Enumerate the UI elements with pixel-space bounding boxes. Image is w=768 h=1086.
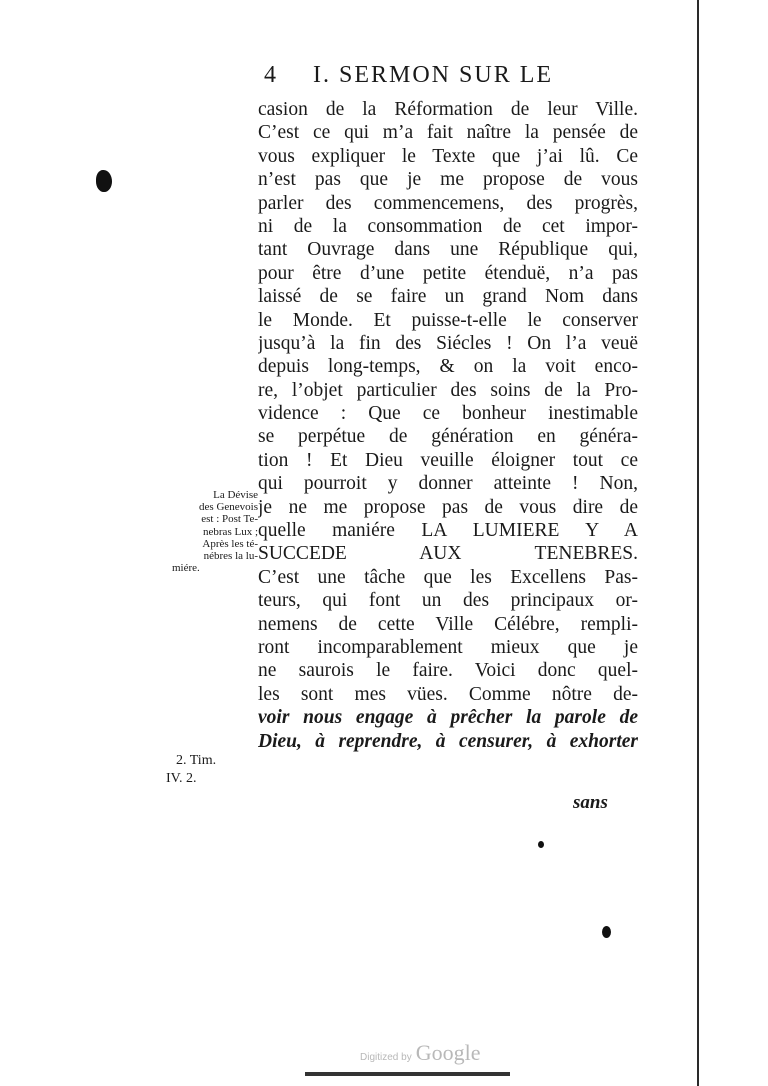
text-line: je ne me propose pas de vous dire de	[258, 496, 638, 518]
text-line: tion ! Et Dieu veuille éloigner tout ce	[258, 449, 638, 471]
text-line: voir nous engage à prêcher la parole de	[258, 707, 638, 729]
text-line: ni de la consommation de cet impor-	[258, 215, 638, 237]
margin-note-line: nébres la lu-	[203, 549, 258, 562]
margin-reference-line: 2. Tim.	[176, 753, 217, 768]
body-text	[258, 98, 638, 753]
margin-note-line: La Dévise	[213, 489, 258, 501]
page-edge-line	[697, 0, 699, 1086]
text-line: se perpétue de génération en généra-	[258, 426, 638, 448]
text-line: teurs, qui font un des principaux or-	[258, 590, 638, 612]
text-line: nemens de cette Ville Célébre, rempli-	[258, 613, 638, 635]
page-number: 4	[264, 62, 276, 88]
text-line: vidence : Que ce bonheur inestimable	[258, 403, 638, 425]
watermark-prefix: Digitized by	[360, 1052, 412, 1063]
scan-smudge	[305, 1072, 510, 1076]
margin-note-line: des Genevois	[199, 501, 258, 514]
text-line: le Monde. Et puisse-t-elle le conserver	[258, 309, 638, 331]
margin-note-line: est : Post Te-	[201, 513, 258, 526]
text-line: n’est pas que je me propose de vous	[258, 169, 638, 191]
margin-note-line: miére.	[172, 562, 200, 575]
ink-spot	[602, 926, 611, 938]
digitization-watermark	[360, 1040, 480, 1066]
text-line: casion de la Réformation de leur Ville.	[258, 99, 638, 120]
text-line: C’est ce qui m’a fait naître la pensée de	[258, 122, 638, 144]
running-head	[258, 62, 638, 92]
text-line: ront incomparablement mieux que je	[258, 636, 638, 658]
text-line: re, l’objet particulier des soins de la Pro-	[258, 379, 638, 401]
text-line: Dieu, à reprendre, à censurer, à exhorter	[258, 730, 638, 752]
text-line: jusqu’à la fin des Siécles ! On l’a veuë	[258, 332, 638, 354]
text-line: tant Ouvrage dans une République qui,	[258, 239, 638, 261]
text-line: pour être d’une petite étenduë, n’a pas	[258, 262, 638, 284]
text-line: vous expliquer le Texte que j’ai lû. Ce	[258, 145, 638, 167]
text-line: laissé de se faire un grand Nom dans	[258, 286, 638, 308]
text-line: depuis long-temps, & on la voit enco-	[258, 356, 638, 378]
watermark-brand: Google	[415, 1040, 481, 1065]
text-line: quelle maniére LA LUMIERE Y A	[258, 520, 638, 542]
ink-spot	[96, 170, 112, 192]
margin-note	[170, 489, 258, 574]
catchword: sans	[573, 792, 608, 813]
margin-reference	[166, 752, 236, 788]
text-line: parler des commencemens, des progrès,	[258, 192, 638, 214]
text-line: qui pourroit y donner atteinte ! Non,	[258, 473, 638, 495]
running-title: I. SERMON SUR LE	[313, 62, 554, 88]
text-line: C’est une tâche que les Excellens Pas-	[258, 566, 638, 588]
text-line: les sont mes vües. Comme nôtre de-	[258, 683, 638, 705]
margin-note-line: nebras Lux ;	[203, 525, 258, 538]
margin-note-line: Après les té-	[202, 537, 258, 550]
ink-spot	[538, 841, 544, 848]
text-line: ne saurois le faire. Voici donc quel-	[258, 660, 638, 682]
margin-reference-line: IV. 2.	[166, 771, 197, 786]
text-line: SUCCEDE AUX TENEBRES.	[258, 543, 638, 565]
